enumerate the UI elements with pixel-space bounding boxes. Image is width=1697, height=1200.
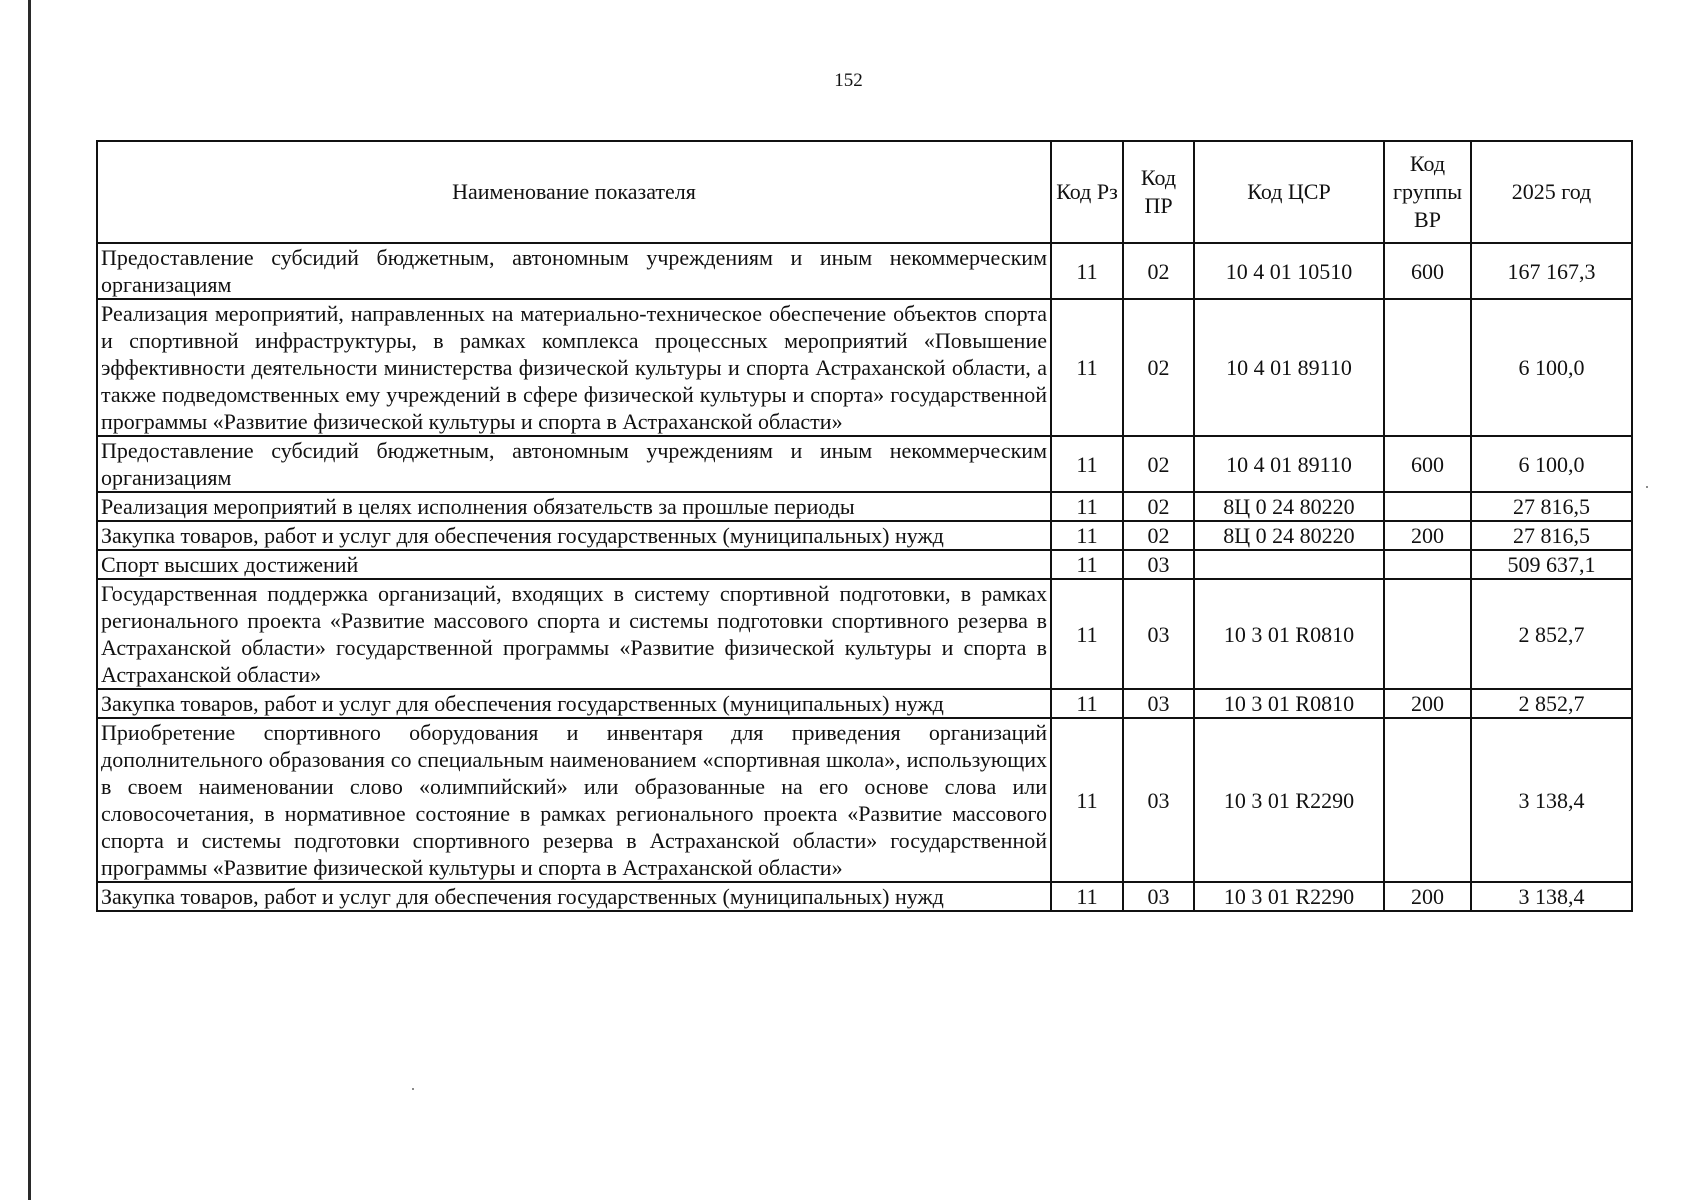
row-code-pr: 02 xyxy=(1123,436,1194,492)
row-code-rz: 11 xyxy=(1051,436,1123,492)
row-code-csr: 10 3 01 R0810 xyxy=(1194,579,1384,689)
row-code-vr: 600 xyxy=(1384,243,1471,299)
row-code-pr: 02 xyxy=(1123,299,1194,436)
row-code-pr: 02 xyxy=(1123,521,1194,550)
row-code-vr: 200 xyxy=(1384,521,1471,550)
row-sum-2025: 6 100,0 xyxy=(1471,299,1632,436)
row-code-vr: 200 xyxy=(1384,882,1471,911)
row-code-pr: 03 xyxy=(1123,579,1194,689)
row-code-rz: 11 xyxy=(1051,550,1123,579)
row-name: Спорт высших достижений xyxy=(97,550,1051,579)
row-code-vr xyxy=(1384,550,1471,579)
row-sum-2025: 27 816,5 xyxy=(1471,492,1632,521)
row-code-pr: 03 xyxy=(1123,718,1194,882)
row-code-rz: 11 xyxy=(1051,579,1123,689)
header-code-csr: Код ЦСР xyxy=(1194,141,1384,243)
row-sum-2025: 167 167,3 xyxy=(1471,243,1632,299)
row-code-pr: 02 xyxy=(1123,243,1194,299)
page-number: 152 xyxy=(834,70,863,91)
table-row xyxy=(97,243,1632,299)
table-row xyxy=(97,579,1632,689)
row-code-csr: 10 3 01 R0810 xyxy=(1194,689,1384,718)
row-code-csr: 8Ц 0 24 80220 xyxy=(1194,492,1384,521)
row-code-csr: 10 3 01 R2290 xyxy=(1194,882,1384,911)
table-row xyxy=(97,689,1632,718)
header-year-2025: 2025 год xyxy=(1471,141,1632,243)
row-code-pr: 02 xyxy=(1123,492,1194,521)
header-code-rz: Код Рз xyxy=(1051,141,1123,243)
row-code-rz: 11 xyxy=(1051,882,1123,911)
budget-table xyxy=(96,140,1633,912)
table-header-row xyxy=(97,141,1632,243)
row-name: Закупка товаров, работ и услуг для обеспечения государственных (муниципальных) нужд xyxy=(97,882,1051,911)
table-row xyxy=(97,550,1632,579)
row-name: Реализация мероприятий, направленных на материально-техническое обеспечение объектов спорта и спортивной инфраструктуры, в рамках комплекса процессных мероприятий «Повышение эффективности деятельности министерства физической культуры и спорта Астраханской области, а также подведомственных ему учреждений в сфере физической культуры и спорта» государственной программы «Развитие физической культуры и спорта в Астраханской области» xyxy=(97,299,1051,436)
row-code-rz: 11 xyxy=(1051,492,1123,521)
row-code-csr: 10 3 01 R2290 xyxy=(1194,718,1384,882)
table-row xyxy=(97,492,1632,521)
scan-speck xyxy=(1646,486,1648,488)
header-name: Наименование показателя xyxy=(97,141,1051,243)
header-code-pr: Код ПР xyxy=(1123,141,1194,243)
row-sum-2025: 27 816,5 xyxy=(1471,521,1632,550)
row-name: Реализация мероприятий в целях исполнения обязательств за прошлые периоды xyxy=(97,492,1051,521)
row-code-pr: 03 xyxy=(1123,689,1194,718)
row-code-rz: 11 xyxy=(1051,243,1123,299)
row-code-rz: 11 xyxy=(1051,299,1123,436)
row-code-vr: 200 xyxy=(1384,689,1471,718)
table-row xyxy=(97,299,1632,436)
row-code-pr: 03 xyxy=(1123,882,1194,911)
row-name: Государственная поддержка организаций, входящих в систему спортивной подготовки, в рамках регионального проекта «Развитие массового спорта и системы подготовки спортивного резерва в Астраханской области» государственной программы «Развитие физической культуры и спорта в Астраханской области» xyxy=(97,579,1051,689)
row-code-vr xyxy=(1384,492,1471,521)
row-sum-2025: 2 852,7 xyxy=(1471,579,1632,689)
table-row xyxy=(97,718,1632,882)
header-code-vr: Код группы ВР xyxy=(1384,141,1471,243)
row-sum-2025: 6 100,0 xyxy=(1471,436,1632,492)
row-code-vr xyxy=(1384,299,1471,436)
row-code-vr xyxy=(1384,718,1471,882)
row-name: Предоставление субсидий бюджетным, автономным учреждениям и иным некоммерческим организациям xyxy=(97,243,1051,299)
row-name: Закупка товаров, работ и услуг для обеспечения государственных (муниципальных) нужд xyxy=(97,689,1051,718)
scan-speck xyxy=(412,1088,414,1090)
row-name: Приобретение спортивного оборудования и инвентаря для приведения организаций дополнительного образования со специальным наименованием «спортивная школа», использующих в своем наименовании слово «олимпийский» или образованные на его основе слова или словосочетания, в нормативное состояние в рамках регионального проекта «Развитие массового спорта и системы подготовки спортивного резерва в Астраханской области» государственной программы «Развитие физической культуры и спорта в Астраханской области» xyxy=(97,718,1051,882)
row-sum-2025: 2 852,7 xyxy=(1471,689,1632,718)
row-code-csr: 10 4 01 10510 xyxy=(1194,243,1384,299)
row-code-csr: 10 4 01 89110 xyxy=(1194,299,1384,436)
row-name: Предоставление субсидий бюджетным, автономным учреждениям и иным некоммерческим организациям xyxy=(97,436,1051,492)
row-code-csr: 10 4 01 89110 xyxy=(1194,436,1384,492)
row-code-csr xyxy=(1194,550,1384,579)
row-sum-2025: 3 138,4 xyxy=(1471,718,1632,882)
row-code-vr: 600 xyxy=(1384,436,1471,492)
table-row xyxy=(97,436,1632,492)
row-name: Закупка товаров, работ и услуг для обеспечения государственных (муниципальных) нужд xyxy=(97,521,1051,550)
row-code-rz: 11 xyxy=(1051,718,1123,882)
table-row xyxy=(97,521,1632,550)
row-code-csr: 8Ц 0 24 80220 xyxy=(1194,521,1384,550)
row-sum-2025: 509 637,1 xyxy=(1471,550,1632,579)
row-code-vr xyxy=(1384,579,1471,689)
row-sum-2025: 3 138,4 xyxy=(1471,882,1632,911)
row-code-rz: 11 xyxy=(1051,689,1123,718)
row-code-pr: 03 xyxy=(1123,550,1194,579)
scan-edge-line xyxy=(28,0,31,1200)
row-code-rz: 11 xyxy=(1051,521,1123,550)
table-row xyxy=(97,882,1632,911)
